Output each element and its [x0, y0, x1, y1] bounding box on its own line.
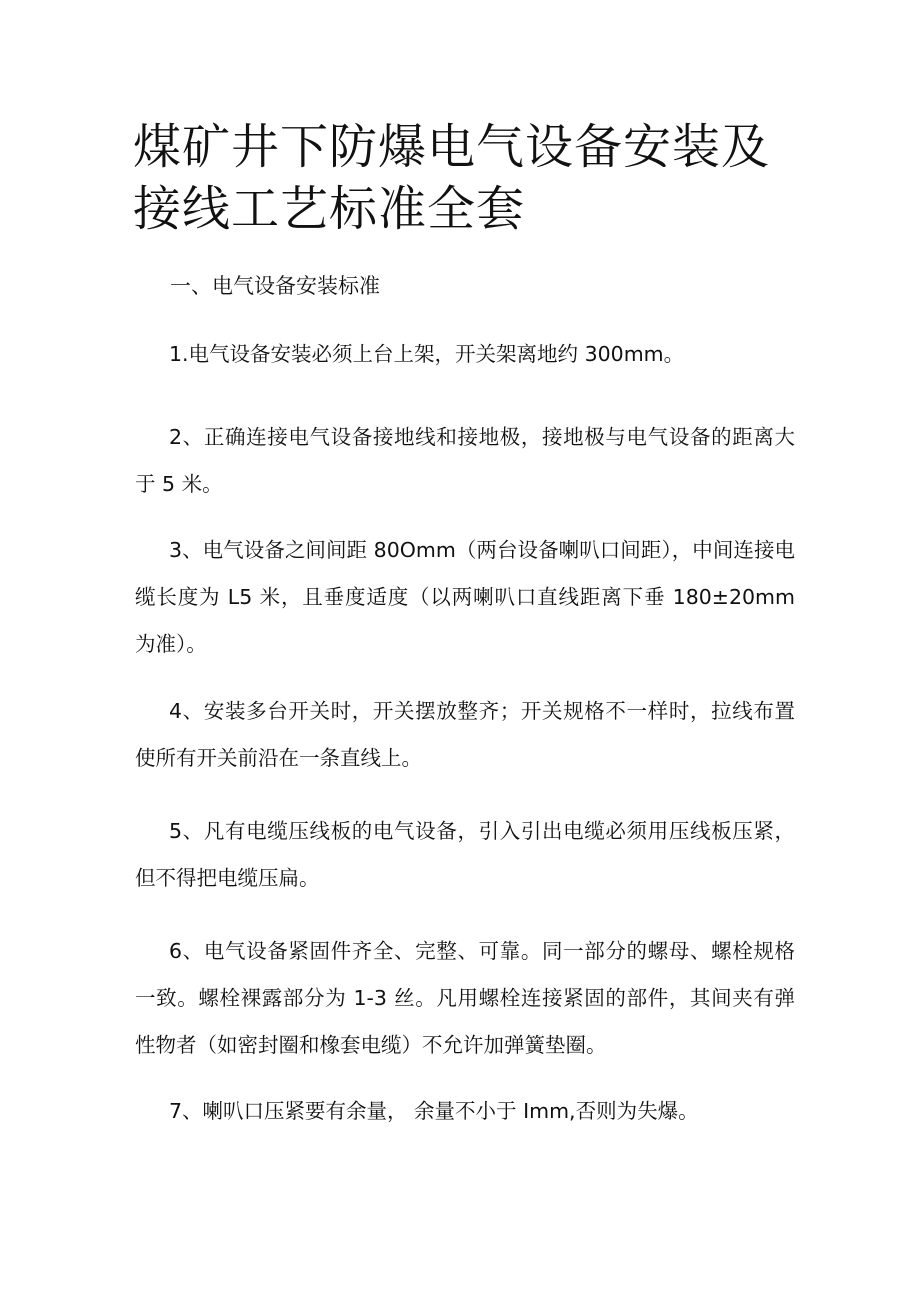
paragraph-5: 5、凡有电缆压线板的电气设备，引入引出电缆必须用压线板压紧，但不得把电缆压扁。 [135, 819, 795, 890]
paragraph-2: 2、正确连接电气设备接地线和接地极，接地极与电气设备的距离大于 5 米。 [135, 425, 795, 496]
paragraph-7: 7、喇叭口压紧要有余量， 余量不小于 Imm,否则为失爆。 [169, 1099, 699, 1123]
paragraph-1: 1.电气设备安装必须上台上架，开关架离地约 300mm。 [169, 342, 685, 366]
document-title: 煤矿井下防爆电气设备安装及接线工艺标准全套 [133, 119, 771, 237]
paragraph-4: 4、安装多台开关时，开关摆放整齐；开关规格不一样时，拉线布置使所有开关前沿在一条直线上。 [135, 699, 795, 770]
paragraph-3: 3、电气设备之间间距 80Omm（两台设备喇叭口间距），中间连接电缆长度为 L5 米，且垂度适度（以两喇叭口直线距离下垂 180±20mm 为准）。 [135, 538, 795, 656]
paragraph-6: 6、电气设备紧固件齐全、完整、可靠。同一部分的螺母、螺栓规格一致。螺栓裸露部分为 1-3 丝。凡用螺栓连接紧固的部件，其间夹有弹性物者（如密封圈和橡套电缆）不允许加弹簧垫圈。 [135, 939, 795, 1057]
section-heading: 一、电气设备安装标准 [170, 274, 380, 298]
